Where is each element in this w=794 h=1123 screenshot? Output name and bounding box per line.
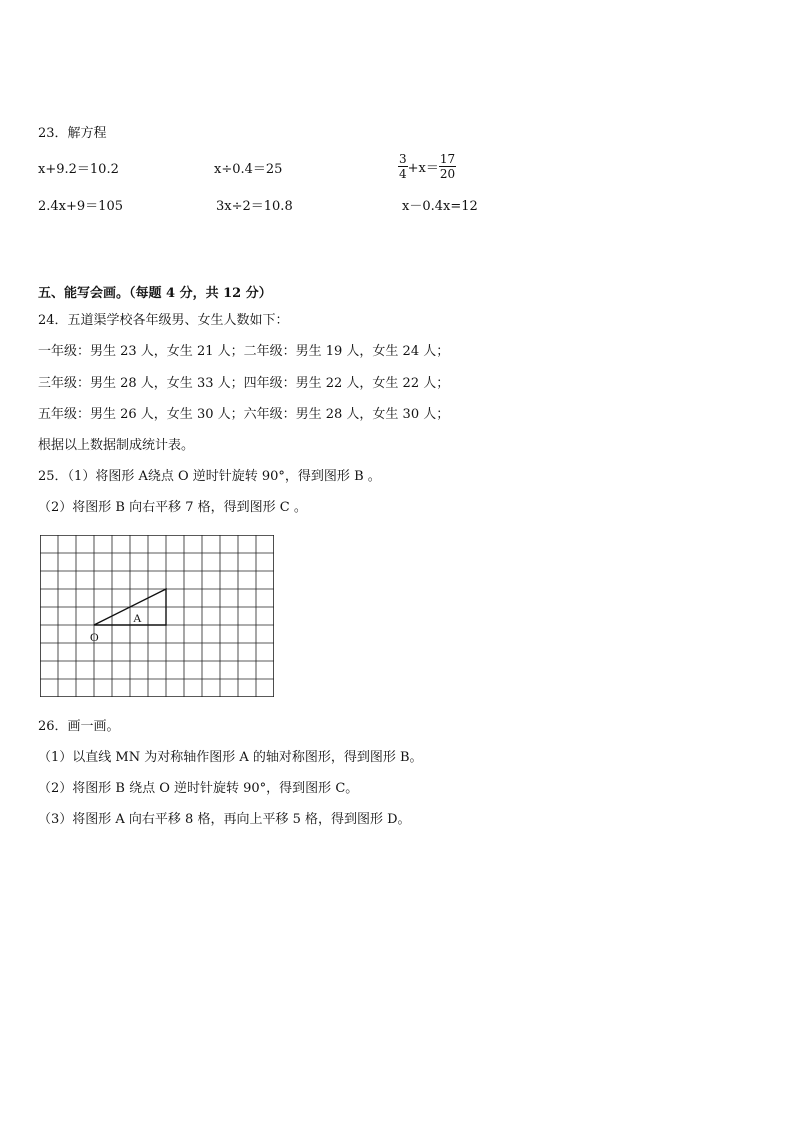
fraction-three-quarters [398,153,408,180]
q24-line-1: 一年级：男生 23 人，女生 21 人；二年级：男生 19 人，女生 24 人； [38,344,450,359]
fraction-numerator: 17 [439,152,456,166]
point-o-label: O [90,630,99,644]
section-5-title: 五、能写会画。（每题 4 分，共 12 分） [38,286,272,301]
equation-2: x÷0.4＝25 [214,162,283,177]
grid-svg [40,535,274,697]
q24-intro: 24．五道渠学校各年级男、女生人数如下： [38,313,289,328]
q26-item-3: （3）将图形 A 向右平移 8 格，再向上平移 5 格，得到图形 D。 [38,812,411,827]
equation-1: x+9.2＝10.2 [38,162,119,177]
q26-item-1: （1）以直线 MN 为对称轴作图形 A 的轴对称图形，得到图形 B。 [38,750,423,765]
equation-4: 2.4x+9＝105 [38,199,123,214]
triangle-a-label: A [133,611,142,625]
q24-line-2: 三年级：男生 28 人，女生 33 人；四年级：男生 22 人，女生 22 人； [38,376,450,391]
equation-5: 3x÷2＝10.8 [216,199,293,214]
fraction-numerator: 3 [399,152,407,166]
fraction-seventeen-twentieths [439,153,456,180]
equation-3 [398,153,456,180]
q23-title: 23．解方程 [38,126,107,141]
q26-title: 26．画一画。 [38,719,120,734]
q25-part-1: 25．（1）将图形 A绕点 O 逆时针旋转 90°，得到图形 B 。 [38,469,381,484]
equation-6: x－0.4x=12 [402,199,478,214]
q25-grid-figure [40,535,274,697]
equation-3-middle: +x＝ [407,161,439,176]
q24-instruction: 根据以上数据制成统计表。 [38,438,195,453]
q25-part-2: （2）将图形 B 向右平移 7 格，得到图形 C 。 [38,500,307,515]
q26-item-2: （2）将图形 B 绕点 O 逆时针旋转 90°，得到图形 C。 [38,781,359,796]
grid-lines [40,535,274,697]
q24-line-3: 五年级：男生 26 人，女生 30 人；六年级：男生 28 人，女生 30 人； [38,407,450,422]
fraction-denominator: 20 [439,167,456,181]
fraction-denominator: 4 [399,167,407,181]
